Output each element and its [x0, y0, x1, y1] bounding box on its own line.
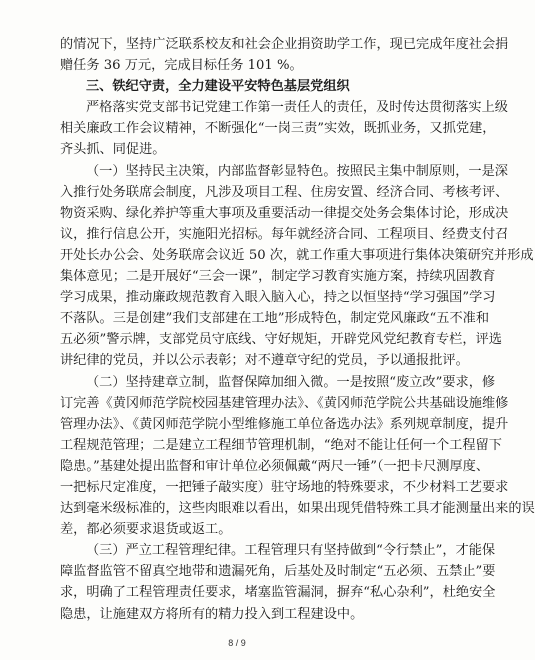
text-line: 不落队。三是创建”我们支部建在工地”形成特色，制定党风廉政“五不准和: [60, 311, 490, 327]
text-line: 障监督监管不留真空地带和遗漏死角，后基处及时制定“五必须、五禁止”要: [60, 564, 496, 580]
text-line: （三）严立工程管理纪律。工程管理只有坚持做到“令行禁止”，才能保: [86, 543, 496, 559]
text-line: 一把标尺定准度，一把锤子敲实度）驻守场地的特殊要求，不少材料工艺要求: [60, 479, 509, 495]
text-line: 学习成果，推动廉政规范教育入眼入脑入心，持之以恒坚持“学习强国”学习: [60, 290, 496, 306]
section-heading: 三、铁纪守责，全力建设平安特色基层党组织: [86, 79, 350, 95]
text-line: 隐患，让施建双方将所有的精力投入到工程建设中。: [60, 606, 364, 622]
text-line: 工程规范管理；二是建立工程细节管理机制，“绝对不能让任何一个工程留下: [60, 437, 502, 453]
text-line: 议，推行信息公开，实施阳光招标。每年就经济合同、工程项目、经费支付召: [60, 226, 509, 242]
text-line: 管理办法》、《黄冈师范学院小型维修施工单位备选办法》系列规章制度，提升: [60, 416, 509, 432]
text-line: 达到毫米级标准的，这些肉眼难以看出，如果出现凭借特殊工具才能测量出来的误: [60, 501, 535, 517]
text-line: 讲纪律的党员，并以公示表彰；对不遵章守纪的党员，予以通报批评。: [60, 353, 469, 369]
text-line: 求，明确了工程管理责任要求，堵塞监管漏洞，摒弃“私心杂利”，杜绝安全: [60, 585, 496, 601]
text-line: 集体意见；二是开展好“三会一课”，制定学习教育实施方案，持续巩固教育: [60, 269, 496, 285]
text-line: 齐头抓、同促进。: [60, 142, 166, 158]
text-line: 物资采购、绿化养护等重大事项及重要活动一律提交处务会集体讨论，形成决: [60, 205, 509, 221]
text-line: 入推行处务联席会制度，凡涉及项目工程、住房安置、经济合同、考核考评、: [60, 184, 509, 200]
text-line: 开处长办公会、处务联席会议近 50 次，就工作重大事项进行集体决策研究并形成: [60, 247, 534, 263]
text-line: 赠任务 36 万元，完成目标任务 101 %。: [60, 58, 303, 74]
page-number: 8 / 9: [228, 638, 246, 648]
text-line: 的情况下，坚持广泛联系校友和社会企业捐资助学工作，现已完成年度社会捐: [60, 37, 509, 52]
text-line: 五必须”警示牌，支部党员守底线、守好规矩，开辟党风党纪教育专栏，评选: [60, 332, 502, 348]
document-body: [60, 34, 535, 625]
text-line: 订完善《黄冈师范学院校园基建管理办法》、《黄冈师范学院公共基础设施维修: [60, 395, 509, 411]
text-line: 隐患。”基建处提出监督和审计单位必须佩戴“两尺一锤”（一把卡尺测厚度、: [60, 458, 490, 474]
text-line: （二）坚持建章立制，监督保障加细入微。一是按照“废立改”要求，修: [86, 374, 496, 390]
text-line: （一）坚持民主决策，内部监督彰显特色。按照民主集中制原则，一是深: [86, 163, 508, 179]
text-line: 严格落实党支部书记党建工作第一责任人的责任，及时传达贯彻落实上级: [86, 100, 508, 116]
text-line: 差，都必须要求退货或返工。: [60, 522, 232, 538]
text-line: 相关廉政工作会议精神，不断强化“一岗三责”实效，既抓业务，又抓党建，: [60, 121, 496, 137]
